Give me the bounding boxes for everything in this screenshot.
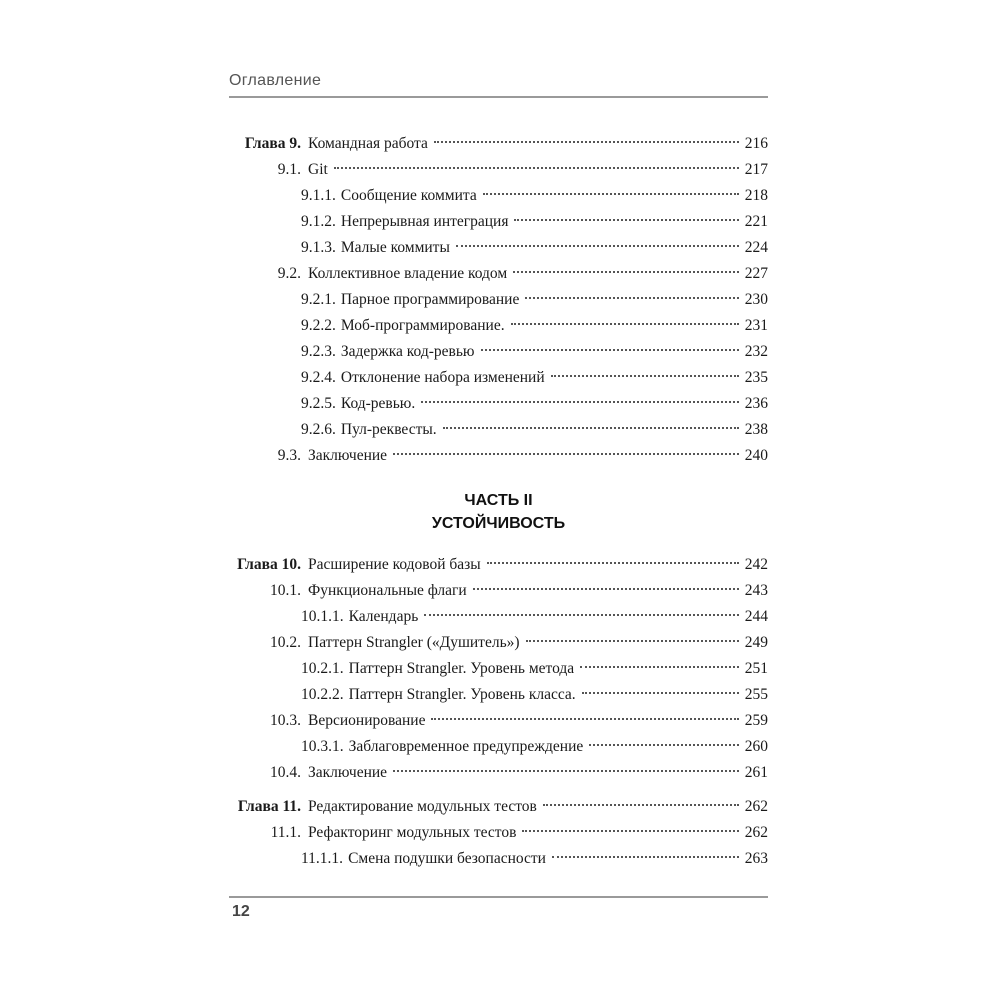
dot-leader xyxy=(543,804,739,806)
toc-entry-page: 251 xyxy=(744,660,768,677)
toc-entry xyxy=(229,734,768,760)
toc-entry xyxy=(229,339,768,365)
dot-leader xyxy=(456,245,739,247)
running-head: Оглавление xyxy=(229,72,322,89)
toc-entry-title: Задержка код-ревью xyxy=(340,343,475,360)
dot-leader xyxy=(580,666,739,668)
toc-entry-page: 218 xyxy=(744,187,768,204)
toc-entry-page: 240 xyxy=(744,447,768,464)
toc-entry-number: Глава 10. xyxy=(237,556,301,573)
toc-entry-number: 10.2. xyxy=(270,634,301,651)
toc-entry-number: 9.1. xyxy=(277,161,301,178)
toc-entry xyxy=(229,682,768,708)
toc-entry-title: Заключение xyxy=(308,447,388,464)
toc-entry-page: 230 xyxy=(744,291,768,308)
dot-leader xyxy=(431,718,738,720)
toc-entry xyxy=(229,604,768,630)
toc-entry xyxy=(229,157,768,183)
toc-entry-number: 9.1.3. xyxy=(301,239,336,256)
dot-leader xyxy=(481,349,739,351)
toc-entry-title: Паттерн Strangler («Душитель») xyxy=(308,634,520,651)
toc-entry-page: 260 xyxy=(744,738,768,755)
toc-entry xyxy=(229,443,768,469)
toc-entry-title: Календарь xyxy=(348,608,419,625)
toc-entry-title: Функциональные флаги xyxy=(308,582,467,599)
header-rule xyxy=(229,96,768,98)
toc-entry-number: 10.2.2. xyxy=(301,686,344,703)
part-title: УСТОЙЧИВОСТЬ xyxy=(431,515,566,532)
toc-entry-page: 224 xyxy=(744,239,768,256)
toc-entry-number: Глава 9. xyxy=(244,135,301,152)
toc-entry-number: 9.2.2. xyxy=(301,317,336,334)
toc-entry-page: 235 xyxy=(744,369,768,386)
toc-entry-title: Паттерн Strangler. Уровень класса. xyxy=(348,686,576,703)
toc-entry-title: Заблаговременное предупреждение xyxy=(348,738,584,755)
toc-entry-page: 221 xyxy=(744,213,768,230)
toc-entry-number: 9.3. xyxy=(277,447,301,464)
toc-entry-page: 216 xyxy=(744,135,768,152)
toc-entry xyxy=(229,552,768,578)
toc-entry-title: Рефакторинг модульных тестов xyxy=(308,824,517,841)
toc-entry-number: 9.2.6. xyxy=(301,421,336,438)
dot-leader xyxy=(514,219,738,221)
toc-entry xyxy=(229,708,768,734)
toc-entry-title: Редактирование модульных тестов xyxy=(308,798,537,815)
dot-leader xyxy=(443,427,739,429)
dot-leader xyxy=(522,830,738,832)
toc-entry-number: 10.1.1. xyxy=(301,608,344,625)
page-number: 12 xyxy=(232,903,250,920)
toc-entry-page: 231 xyxy=(744,317,768,334)
toc-entry xyxy=(229,287,768,313)
toc-entry xyxy=(229,794,768,820)
toc-entry-title: Отклонение набора изменений xyxy=(340,369,545,386)
toc-entry xyxy=(229,235,768,261)
toc-entry-title: Заключение xyxy=(308,764,388,781)
toc-entry xyxy=(229,578,768,604)
dot-leader xyxy=(525,297,738,299)
toc-entry-title: Командная работа xyxy=(308,135,428,152)
footer-rule xyxy=(229,896,768,898)
toc-entry-page: 259 xyxy=(744,712,768,729)
dot-leader xyxy=(511,323,739,325)
dot-leader xyxy=(334,167,739,169)
toc-entry-number: 9.1.1. xyxy=(301,187,336,204)
toc-entry-number: 9.2. xyxy=(277,265,301,282)
toc-entry xyxy=(229,760,768,786)
toc-entry-number: 9.2.3. xyxy=(301,343,336,360)
toc-entry-title: Код-ревью. xyxy=(340,395,416,412)
toc-entry-number: 10.2.1. xyxy=(301,660,344,677)
toc-entry-title: Расширение кодовой базы xyxy=(308,556,481,573)
toc-entry-page: 262 xyxy=(744,824,768,841)
toc-entry-number: 10.3. xyxy=(270,712,301,729)
dot-leader xyxy=(551,375,739,377)
toc-entry-title: Смена подушки безопасности xyxy=(348,850,546,867)
toc-entry xyxy=(229,313,768,339)
toc-entry-page: 262 xyxy=(744,798,768,815)
toc-entry-number: 11.1.1. xyxy=(301,850,344,867)
dot-leader xyxy=(487,562,739,564)
toc-entry-number: 10.1. xyxy=(270,582,301,599)
toc-entry-number: 9.2.1. xyxy=(301,291,336,308)
toc-entry-number: 11.1. xyxy=(270,824,301,841)
dot-leader xyxy=(393,453,739,455)
toc-entry-number: 9.2.5. xyxy=(301,395,336,412)
toc-entry xyxy=(229,183,768,209)
toc-entry-number: 9.1.2. xyxy=(301,213,336,230)
toc-entry xyxy=(229,846,768,872)
toc-entry-number: 10.4. xyxy=(270,764,301,781)
toc-entry-title: Пул-реквесты. xyxy=(340,421,437,438)
dot-leader xyxy=(424,614,738,616)
dot-leader xyxy=(513,271,739,273)
toc-entry-page: 255 xyxy=(744,686,768,703)
toc-entry-title: Коллективное владение кодом xyxy=(308,265,508,282)
toc-entry xyxy=(229,365,768,391)
dot-leader xyxy=(589,744,738,746)
toc-entry-page: 243 xyxy=(744,582,768,599)
toc-entry-page: 238 xyxy=(744,421,768,438)
toc-entry-title: Парное программирование xyxy=(340,291,520,308)
toc-entry-page: 236 xyxy=(744,395,768,412)
dot-leader xyxy=(473,588,739,590)
toc-entry xyxy=(229,131,768,157)
toc-entry-number: Глава 11. xyxy=(237,798,301,815)
toc-entry xyxy=(229,261,768,287)
toc-entry xyxy=(229,209,768,235)
toc-entry-page: 232 xyxy=(744,343,768,360)
dot-leader xyxy=(526,640,739,642)
toc-entry xyxy=(229,820,768,846)
toc-entry-title: Малые коммиты xyxy=(340,239,450,256)
toc-entry-page: 263 xyxy=(744,850,768,867)
toc-entry-page: 242 xyxy=(744,556,768,573)
dot-leader xyxy=(434,141,739,143)
toc-entry-page: 217 xyxy=(744,161,768,178)
toc-entry-title: Версионирование xyxy=(308,712,426,729)
dot-leader xyxy=(552,856,739,858)
toc-entry-title: Моб-программирование. xyxy=(340,317,505,334)
toc-entry-page: 249 xyxy=(744,634,768,651)
toc-entry xyxy=(229,417,768,443)
toc-entry-number: 10.3.1. xyxy=(301,738,344,755)
toc-entry-title: Непрерывная интеграция xyxy=(340,213,509,230)
dot-leader xyxy=(483,193,739,195)
toc-entry-page: 227 xyxy=(744,265,768,282)
toc-entry-page: 261 xyxy=(744,764,768,781)
toc-entry xyxy=(229,656,768,682)
toc-entry xyxy=(229,391,768,417)
toc-entry-title: Git xyxy=(308,161,328,178)
dot-leader xyxy=(393,770,739,772)
toc-entry-title: Паттерн Strangler. Уровень метода xyxy=(348,660,575,677)
dot-leader xyxy=(421,401,738,403)
toc-entry-page: 244 xyxy=(744,608,768,625)
part-label: ЧАСТЬ II xyxy=(464,492,533,509)
dot-leader xyxy=(582,692,739,694)
toc-entry-title: Сообщение коммита xyxy=(340,187,477,204)
toc-entry-number: 9.2.4. xyxy=(301,369,336,386)
toc-entry xyxy=(229,630,768,656)
